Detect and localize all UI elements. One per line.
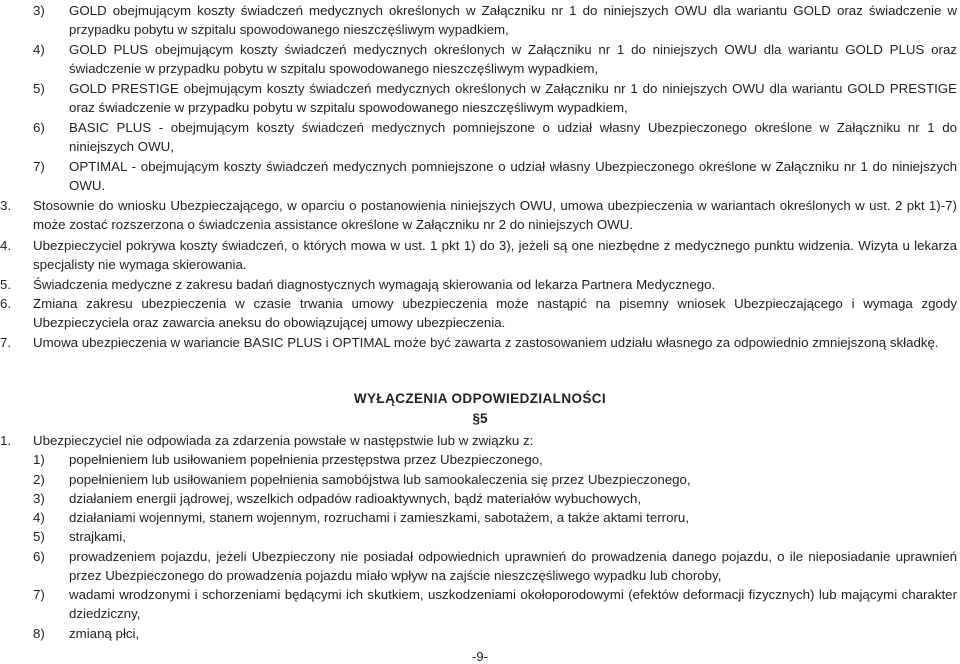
item-number: 3) [33,491,45,506]
page-number: -9- [472,649,488,664]
list-item [33,470,957,489]
section-paragraph-symbol: §5 [472,411,488,426]
item-text: GOLD PRESTIGE obejmującym koszty świadczeń medycznych określonych w Załączniku nr 1 do niniejszych OWU dla wariantu GOLD PRESTIGE oraz świadczenie w przypadku pobytu w szpitalu spowodowanego nieszczęśliwym wypadkiem, [69,81,957,116]
item-text: prowadzeniem pojazdu, jeżeli Ubezpieczony nie posiadał odpowiednich uprawnień do prowadzenia danego pojazdu, o ile nieposiadanie uprawnień przez Ubezpieczonego do prowadzenia pojazdu miało wpływ na zajście nieszczęśliwego wypadku lub choroby, [69,549,957,584]
item-number: 2) [33,472,45,487]
paragraph-text: Ubezpieczyciel nie odpowiada za zdarzenia powstałe w następstwie lub w związku z: [33,433,534,448]
item-text: GOLD PLUS obejmującym koszty świadczeń medycznych określonych w Załączniku nr 1 do niniejszych OWU dla wariantu GOLD PLUS oraz świadczenie w przypadku pobytu w szpitalu spowodowanego nieszczęśliwym wypadkiem, [69,42,957,77]
list-item [33,79,957,118]
item-number: 8) [33,626,45,641]
numbered-paragraph [0,294,957,333]
paragraph-number: 5. [0,277,12,292]
paragraph-text: Ubezpieczyciel pokrywa koszty świadczeń, o których mowa w ust. 1 pkt 1) do 3), jeżeli są one niezbędne z medycznego punktu widzenia. Wizyta u lekarza specjalisty nie wymaga skierowania. [33,238,957,273]
item-text: strajkami, [69,529,126,544]
paragraph-number: 3. [0,198,12,213]
list-item [33,527,957,546]
item-number: 7) [33,159,45,174]
item-number: 4) [33,42,45,57]
item-text: OPTIMAL - obejmującym koszty świadczeń medycznych pomniejszone o udział własny Ubezpieczonego określone w Załączniku nr 1 do niniejszych OWU. [69,159,957,194]
numbered-paragraph [0,196,957,235]
item-text: wadami wrodzonymi i schorzeniami będącymi ich skutkiem, uszkodzeniami okołoporodowymi (efektów deformacji fizycznych) lub mającymi charakter dziedziczny, [69,587,957,622]
paragraph-number: 6. [0,296,12,311]
list-item [33,624,957,643]
list-item [33,118,957,157]
item-text: BASIC PLUS - obejmującym koszty świadczeń medycznych pomniejszone o udział własny Ubezpieczonego określone w Załączniku nr 1 do niniejszych OWU, [69,120,957,155]
list-item [33,450,957,469]
item-number: 3) [33,3,45,18]
list-item [33,547,957,586]
numbered-paragraph [0,431,957,450]
item-text: zmianą płci, [69,626,140,641]
paragraph-text: Stosownie do wniosku Ubezpieczającego, w oparciu o postanowienia niniejszych OWU, umowa ubezpieczenia w wariantach określonych w ust. 2 pkt 1)-7) może zostać rozszerzona o świadczenia assistance określone w Załączniku nr 2 do niniejszych OWU. [33,198,957,233]
list-item [33,585,957,624]
item-number: 6) [33,120,45,135]
item-number: 1) [33,452,45,467]
paragraph-text: Umowa ubezpieczenia w wariancie BASIC PLUS i OPTIMAL może być zawarta z zastosowaniem udziału własnego za odpowiednio zmniejszoną składkę. [33,335,939,350]
numbered-paragraph [0,236,957,275]
item-text: GOLD obejmującym koszty świadczeń medycznych określonych w Załączniku nr 1 do niniejszych OWU dla wariantu GOLD oraz świadczenie w przypadku pobytu w szpitalu spowodowanego nieszczęśliwym wypadkiem, [69,3,957,38]
section-title: WYŁĄCZENIA ODPOWIEDZIALNOŚCI [353,391,607,406]
paragraph-number: 4. [0,238,12,253]
item-text: działaniem energii jądrowej, wszelkich odpadów radioaktywnych, bądź materiałów wybuchowych, [69,491,642,506]
item-text: popełnieniem lub usiłowaniem popełnienia przestępstwa przez Ubezpieczonego, [69,452,543,467]
item-number: 7) [33,587,45,602]
paragraph-number: 7. [0,335,12,350]
item-number: 6) [33,549,45,564]
list-item [33,489,957,508]
list-item [33,508,957,527]
paragraph-text: Świadczenia medyczne z zakresu badań diagnostycznych wymagają skierowania od lekarza Partnera Medycznego. [33,277,716,292]
list-item [33,157,957,196]
numbered-paragraph [0,333,957,352]
list-item [33,40,957,79]
list-item [33,1,957,40]
item-text: działaniami wojennymi, stanem wojennym, rozruchami i zamieszkami, sabotażem, a także aktami terroru, [69,510,690,525]
item-number: 4) [33,510,45,525]
paragraph-number: 1. [0,433,12,448]
item-text: popełnieniem lub usiłowaniem popełnienia samobójstwa lub samookaleczenia się przez Ubezpieczonego, [69,472,691,487]
paragraph-text: Zmiana zakresu ubezpieczenia w czasie trwania umowy ubezpieczenia może nastąpić na pisemny wniosek Ubezpieczającego i wymaga zgody Ubezpieczyciela oraz zawarcia aneksu do obowiązującej umowy ubezpieczenia. [33,296,957,331]
item-number: 5) [33,529,45,544]
numbered-paragraph [0,275,957,294]
item-number: 5) [33,81,45,96]
